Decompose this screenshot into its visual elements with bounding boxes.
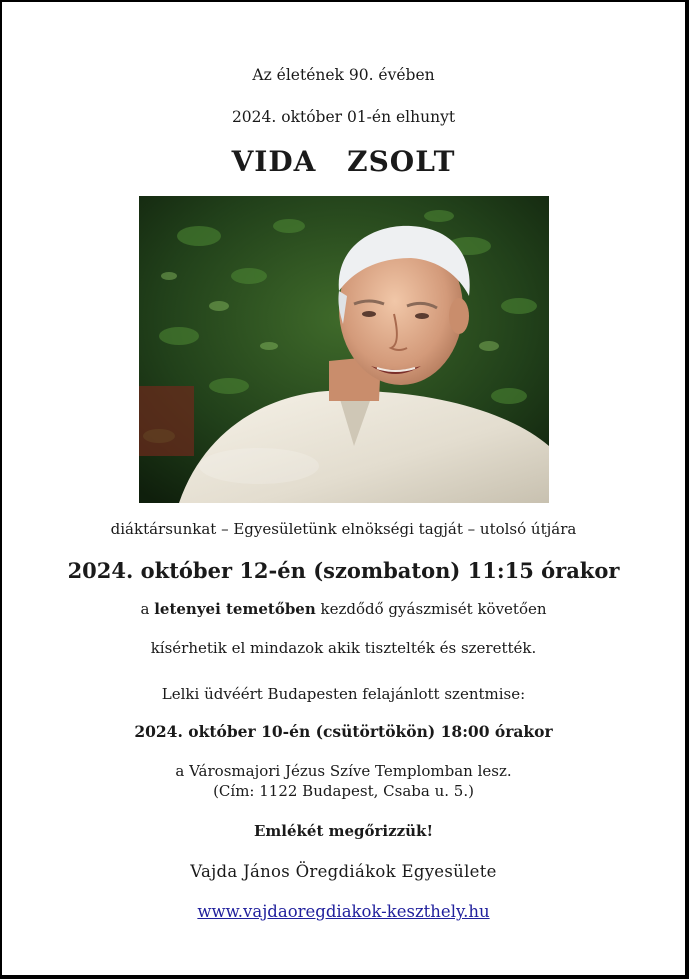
portrait-photo xyxy=(139,196,549,503)
relation-text: diáktársunkat – Egyesületünk elnökségi tagját – utolsó útjára xyxy=(110,520,577,538)
mass-datetime: 2024. október 10-én (csütörtökön) 18:00 órakor xyxy=(134,722,553,741)
escort-text: kísérhetik el mindazok akik tisztelték és szerették. xyxy=(150,639,537,657)
website-link[interactable]: www.vajdaoregdiakok-keszthely.hu xyxy=(197,902,490,921)
intro-text: Az életének 90. évében xyxy=(252,66,435,84)
website-line xyxy=(2,902,685,921)
mass-address: (Cím: 1122 Budapest, Csaba u. 5.) xyxy=(213,782,474,800)
deceased-name: VIDA ZSOLT xyxy=(231,145,456,178)
organization-name: Vajda János Öregdiákok Egyesülete xyxy=(190,862,497,881)
mass-church: a Városmajori Jézus Szíve Templomban lesz. xyxy=(175,762,512,780)
funeral-place-line xyxy=(2,600,685,618)
funeral-place-suffix: kezdődő gyászmisét követően xyxy=(315,600,547,618)
funeral-place-prefix: a xyxy=(140,600,155,618)
remembrance-text: Emlékét megőrizzük! xyxy=(253,822,434,840)
mass-intro: Lelki üdvéért Budapesten felajánlott szentmise: xyxy=(161,685,526,703)
death-date-text: 2024. október 01-én elhunyt xyxy=(231,108,456,126)
funeral-place: letenyei temetőben xyxy=(154,600,316,618)
funeral-datetime: 2024. október 12-én (szombaton) 11:15 órakor xyxy=(67,558,620,583)
